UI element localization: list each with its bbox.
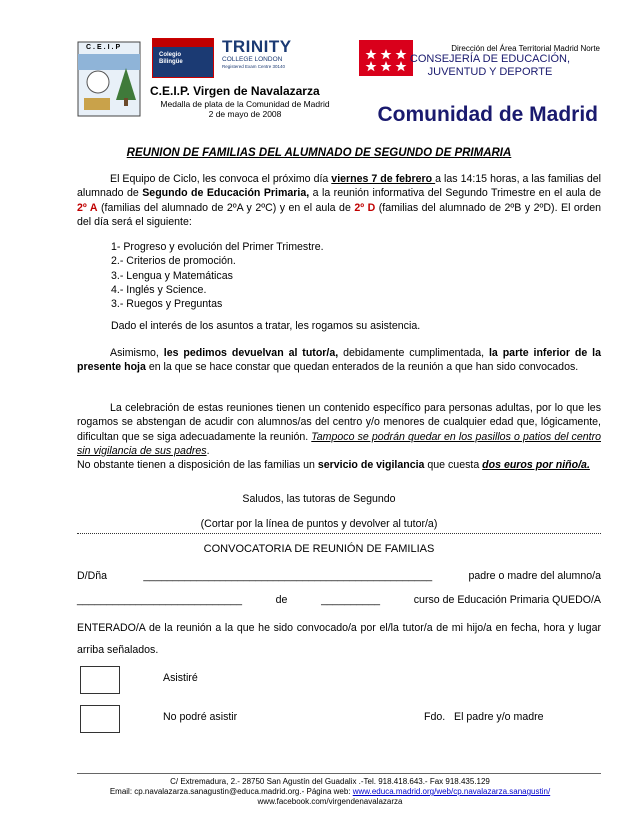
- school-name: C.E.I.P. Virgen de Navalazarza: [150, 84, 320, 98]
- paragraph-convocation: [77, 172, 601, 229]
- footer-facebook: www.facebook.com/virgendenavalazarza: [257, 797, 403, 806]
- name-label: D/Dña: [77, 570, 108, 582]
- consejeria-text: [380, 53, 600, 79]
- medal-line1: Medalla de plata de la Comunidad de Madrid: [160, 99, 330, 109]
- cut-line: [77, 533, 601, 534]
- form-line-name: [77, 570, 601, 582]
- agenda-item: 4.- Inglés y Science.: [111, 283, 207, 296]
- website-link[interactable]: www.educa.madrid.org/web/cp.navalazarza.sanagustin/: [352, 787, 551, 796]
- p4-text-b: Tampoco se podrán quedar en los pasillos o patios del centro sin vigilancia de sus padres: [77, 430, 601, 457]
- cut-note: (Cortar por la línea de puntos y devolver al tutor/a): [200, 518, 438, 530]
- direction-text: Dirección del Área Territorial Madrid Norte: [451, 44, 600, 53]
- signature-text: Fdo. El padre y/o madre: [424, 711, 544, 723]
- supervision-price: dos euros por niño/a.: [482, 459, 590, 472]
- attend-label: Asistiré: [163, 672, 198, 684]
- consejeria-line1: CONSEJERÍA DE EDUCACIÓN,: [409, 53, 571, 65]
- p5-text-c: que cuesta: [424, 459, 483, 472]
- p1-text-b: a las 14:15 horas, a las familias del alumnado de: [77, 173, 601, 200]
- course-level: Segundo de Educación Primaria,: [142, 187, 310, 200]
- consejeria-line2: JUVENTUD Y DEPORTE: [427, 66, 553, 78]
- greeting: Saludos, las tutoras de Segundo: [242, 493, 396, 505]
- course-text: curso de Educación Primaria QUEDO/A: [413, 594, 601, 606]
- colegio-bilingue-logo: [152, 38, 214, 78]
- footer-email: Email: cp.navalazarza.sanagustin@educa.madrid.org.- Página web:: [109, 787, 353, 796]
- form-line-student: [77, 594, 601, 606]
- footer-contact: [60, 787, 600, 797]
- paragraph-return-slip: [77, 346, 601, 375]
- p1-text-c: a la reunión informativa del Segundo Trimestre en el aula de: [309, 187, 602, 200]
- form-line-acknowledgment: ENTERADO/A de la reunión a la que he sido convocado/a por el/la tutor/a de mi hijo/a en fecha, hora y lugar arriba señalados.: [77, 622, 601, 656]
- trinity-sub: COLLEGE LONDON: [222, 56, 283, 63]
- classroom-d: 2º D: [354, 201, 376, 214]
- classroom-a: 2º A: [77, 201, 98, 214]
- p3-text-b: les pedimos devuelvan al tutor/a,: [163, 347, 339, 359]
- school-logo-text: C.E.I.P: [86, 44, 123, 51]
- medal-text: [150, 99, 340, 119]
- agenda-item: 2.- Criterios de promoción.: [111, 255, 236, 268]
- p5-text-a: No obstante tienen a disposición de las familias un: [77, 459, 318, 472]
- student-name-field[interactable]: ____________________________: [77, 594, 242, 606]
- agenda-list: [111, 240, 324, 311]
- p1-text-e: (familias del alumnado de 2ºB y 2ºD). El orden del día será el siguiente:: [77, 201, 602, 228]
- p3-text-a: Asimismo,: [110, 347, 164, 359]
- p5-text-b: servicio de vigilancia: [317, 459, 425, 472]
- agenda-item: 3.- Ruegos y Preguntas: [111, 298, 223, 311]
- comunidad-title: Comunidad de Madrid: [377, 103, 598, 126]
- not-attend-label: No podré asistir: [163, 711, 238, 723]
- agenda-item: 3.- Lengua y Matemáticas: [111, 269, 233, 282]
- p3-text-c: debidamente cumplimentada,: [338, 347, 489, 359]
- trinity-logo: [222, 38, 304, 80]
- course-field[interactable]: __________: [321, 594, 381, 606]
- form-title: CONVOCATORIA DE REUNIÓN DE FAMILIAS: [203, 543, 435, 555]
- not-attend-checkbox[interactable]: [80, 705, 120, 733]
- parent-name-field[interactable]: _________________________________________________: [143, 570, 433, 582]
- de-text: de: [275, 594, 288, 606]
- p4-text-a: La celebración de estas reuniones tienen un contenido específico para personas adultas, por lo que les rogamos se abstengan de acudir con alumnos/as del centro y/o menores de cualquier edad que, lógicamente, dificultan que se siga adecuadamente la reunión.: [77, 402, 601, 443]
- letter-title: REUNION DE FAMILIAS DEL ALUMNADO DE SEGUNDO DE PRIMARIA: [126, 147, 512, 159]
- trinity-name: TRINITY: [222, 37, 292, 56]
- parent-role-text: padre o madre del alumno/a: [468, 570, 601, 582]
- paragraph-attendance: Dado el interés de los asuntos a tratar, les rogamos su asistencia.: [111, 320, 421, 332]
- footer: [60, 777, 600, 807]
- medal-line2: 2 de mayo de 2008: [208, 109, 282, 119]
- footer-address: C/ Extremadura, 2.- 28750 San Agustín del Guadalix .-Tel. 918.418.643.- Fax 918.435.129: [170, 777, 490, 786]
- p4-text-c: .: [206, 444, 210, 457]
- p1-text-a: El Equipo de Ciclo, les convoca el próximo día: [110, 173, 332, 185]
- trinity-reg: Registered Exam Centre 30140: [222, 64, 286, 69]
- p3-text-e: en la que se hace constar que quedan enterados de la reunión a que han sido convocados.: [145, 361, 579, 374]
- footer-divider: [77, 773, 601, 774]
- paragraph-adults-only: [77, 401, 601, 472]
- meeting-date: viernes 7 de febrero: [331, 173, 436, 185]
- attend-checkbox[interactable]: [80, 666, 120, 694]
- colegio-bilingue-text: Colegio Bilingüe: [159, 52, 183, 65]
- agenda-item: 1- Progreso y evolución del Primer Trimestre.: [111, 241, 324, 253]
- p1-text-d: (familias del alumnado de 2ºA y 2ºC) y en el aula de: [97, 201, 355, 214]
- p3-text-d: la parte inferior de la presente hoja: [77, 347, 602, 374]
- school-logo: [76, 40, 142, 118]
